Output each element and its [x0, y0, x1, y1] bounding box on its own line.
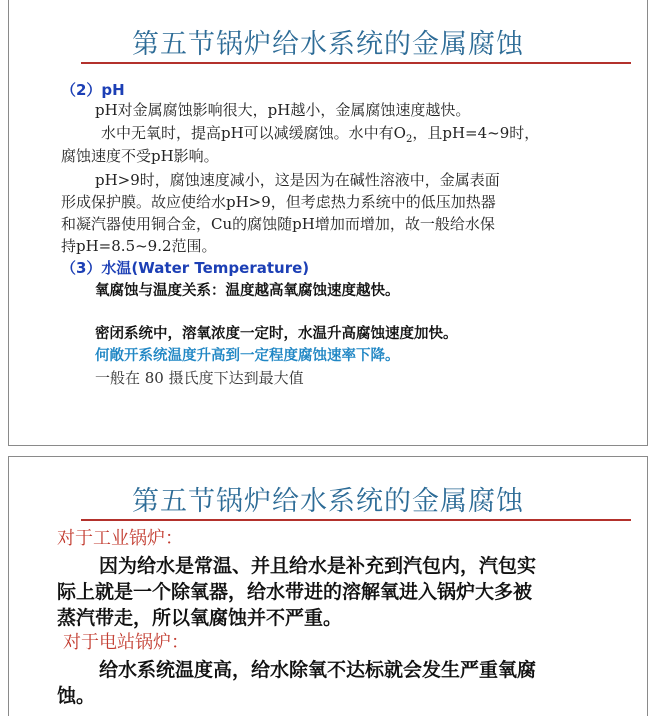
ph-paragraph-line: 持pH=8.5~9.2范围。 [61, 237, 217, 255]
ph-heading: （2）pH [61, 81, 125, 99]
temperature-heading: （3）水温(Water Temperature) [61, 259, 310, 277]
temperature-line-highlight: 何敞开系统温度升高到一定程度腐蚀速率下降。 [95, 348, 400, 364]
ph-paragraph-line: 水中无氧时，提高pH可以减缓腐蚀。水中有$O_2$，且pH=4~9时， [101, 124, 540, 145]
industrial-paragraph-line: 际上就是一个除氧器，给水带进的溶解氧进入锅炉大多被 [57, 581, 533, 603]
power-station-paragraph-line: 给水系统温度高，给水除氧不达标就会发生严重氧腐 [99, 659, 537, 681]
industrial-boiler-heading: 对于工业锅炉： [57, 528, 183, 549]
ph-paragraph-line: 形成保护膜。故应使给水pH>9，但考虑热力系统中的低压加热器 [61, 193, 496, 211]
slide-1 [8, 0, 648, 446]
slide-title: 第五节锅炉给水系统的金属腐蚀 [132, 486, 524, 517]
ph-paragraph-line: pH对金属腐蚀影响很大，pH越小，金属腐蚀速度越快。 [95, 101, 471, 119]
power-station-boiler-heading: 对于电站锅炉： [63, 632, 189, 653]
industrial-paragraph-line: 蒸汽带走，所以氧腐蚀并不严重。 [57, 607, 343, 629]
slide-2 [8, 456, 648, 716]
temperature-line: 一般在 80 摄氏度下达到最大值 [95, 369, 304, 387]
ph-paragraph-line: 和凝汽器使用铜合金，Cu的腐蚀随pH增加而增加，故一般给水保 [61, 215, 495, 233]
title-divider [81, 519, 631, 521]
power-station-paragraph-line: 蚀。 [57, 685, 96, 707]
ph-paragraph-line: pH>9时，腐蚀速度减小，这是因为在碱性溶液中，金属表面 [95, 171, 500, 189]
temperature-line: 氧腐蚀与温度关系：温度越高氧腐蚀速度越快。 [95, 283, 400, 299]
title-divider [81, 62, 631, 64]
slide-title: 第五节锅炉给水系统的金属腐蚀 [132, 29, 524, 60]
ph-paragraph-line: 腐蚀速度不受pH影响。 [61, 147, 219, 165]
temperature-line: 密闭系统中，溶氧浓度一定时，水温升高腐蚀速度加快。 [95, 326, 458, 342]
industrial-paragraph-line: 因为给水是常温、并且给水是补充到汽包内，汽包实 [99, 555, 537, 577]
